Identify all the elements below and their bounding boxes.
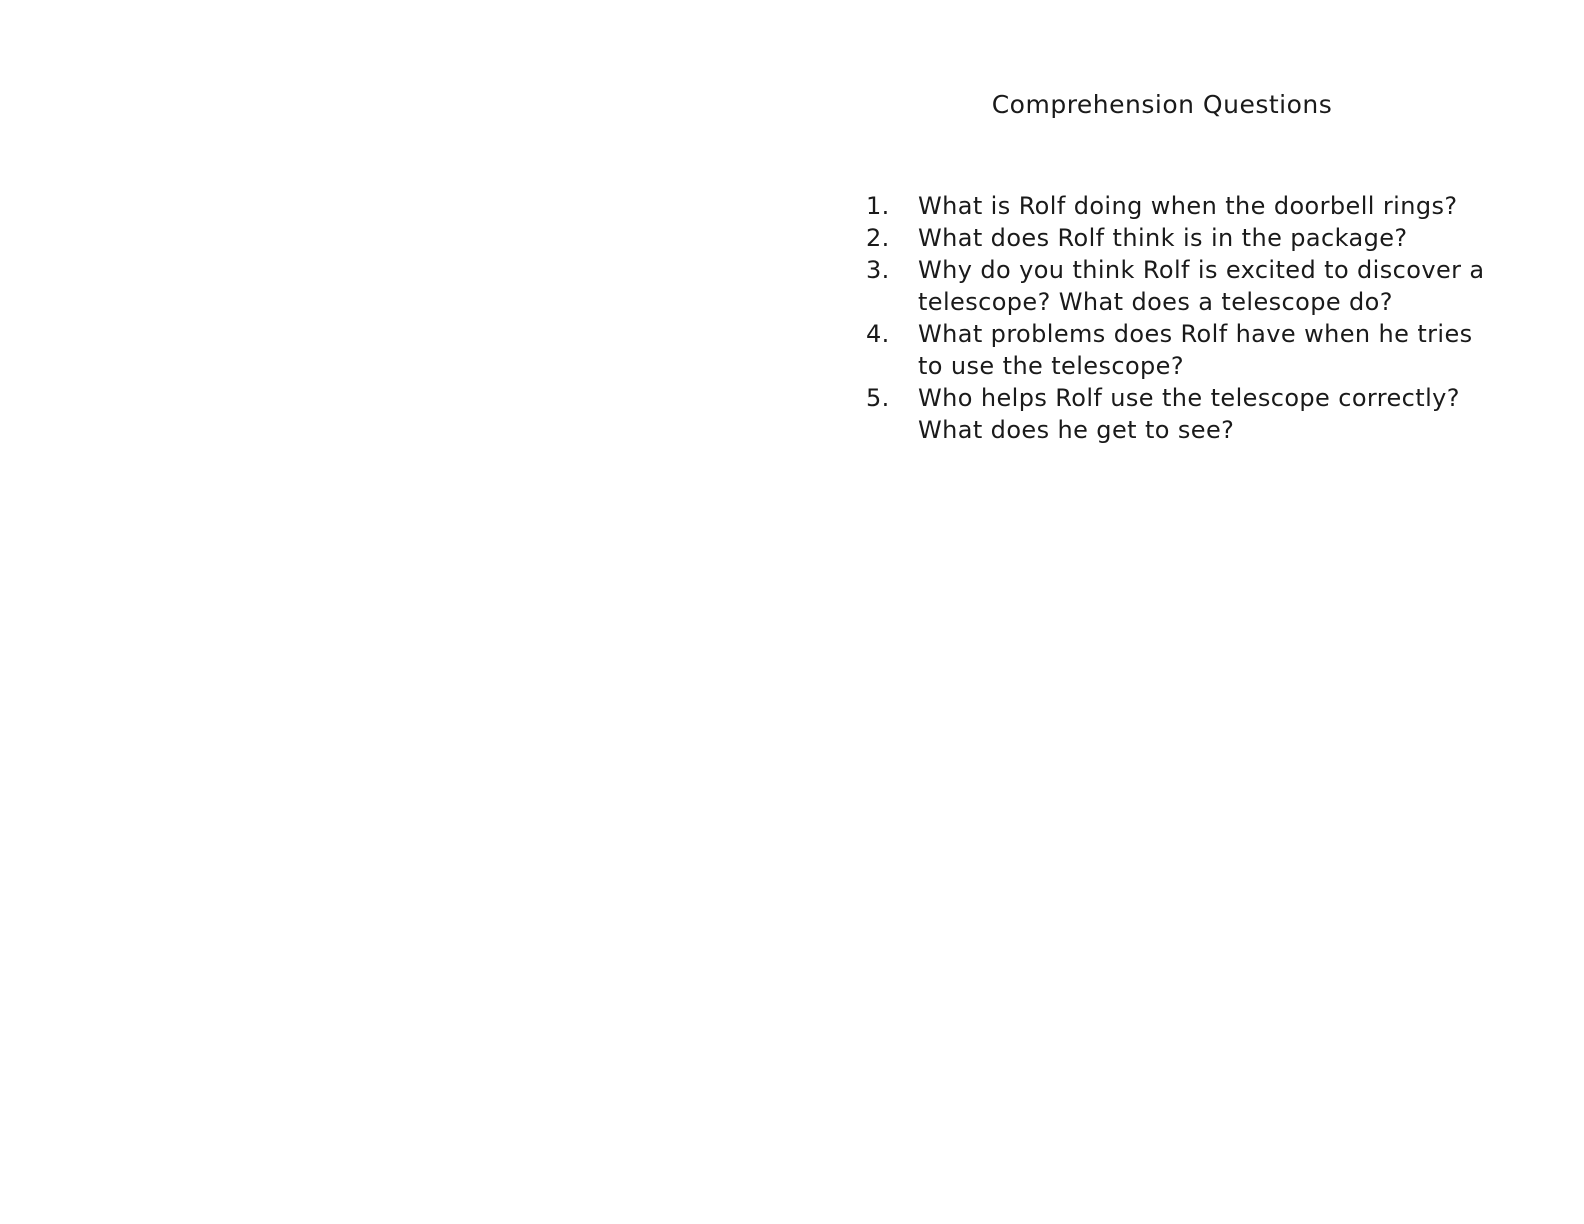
question-text: What problems does Rolf have when he tries to use the telescope? <box>918 320 1473 380</box>
question-text: What is Rolf doing when the doorbell rings? <box>918 192 1458 220</box>
page-title: Comprehension Questions <box>991 90 1333 119</box>
question-item-4 <box>866 318 1486 382</box>
question-number: 2. <box>866 224 890 252</box>
question-item-5 <box>866 382 1486 446</box>
question-text: Why do you think Rolf is excited to discover a telescope? What does a telescope do? <box>918 256 1485 316</box>
question-item-3 <box>866 254 1486 318</box>
question-number: 4. <box>866 320 890 348</box>
question-list <box>866 190 1486 446</box>
question-text: What does Rolf think is in the package? <box>918 224 1408 252</box>
question-text: Who helps Rolf use the telescope correctly? What does he get to see? <box>918 384 1460 444</box>
question-number: 5. <box>866 384 890 412</box>
question-item-2 <box>866 222 1486 254</box>
question-item-1 <box>866 190 1486 222</box>
question-number: 1. <box>866 192 890 220</box>
right-page <box>792 0 1584 1224</box>
question-number: 3. <box>866 256 890 284</box>
